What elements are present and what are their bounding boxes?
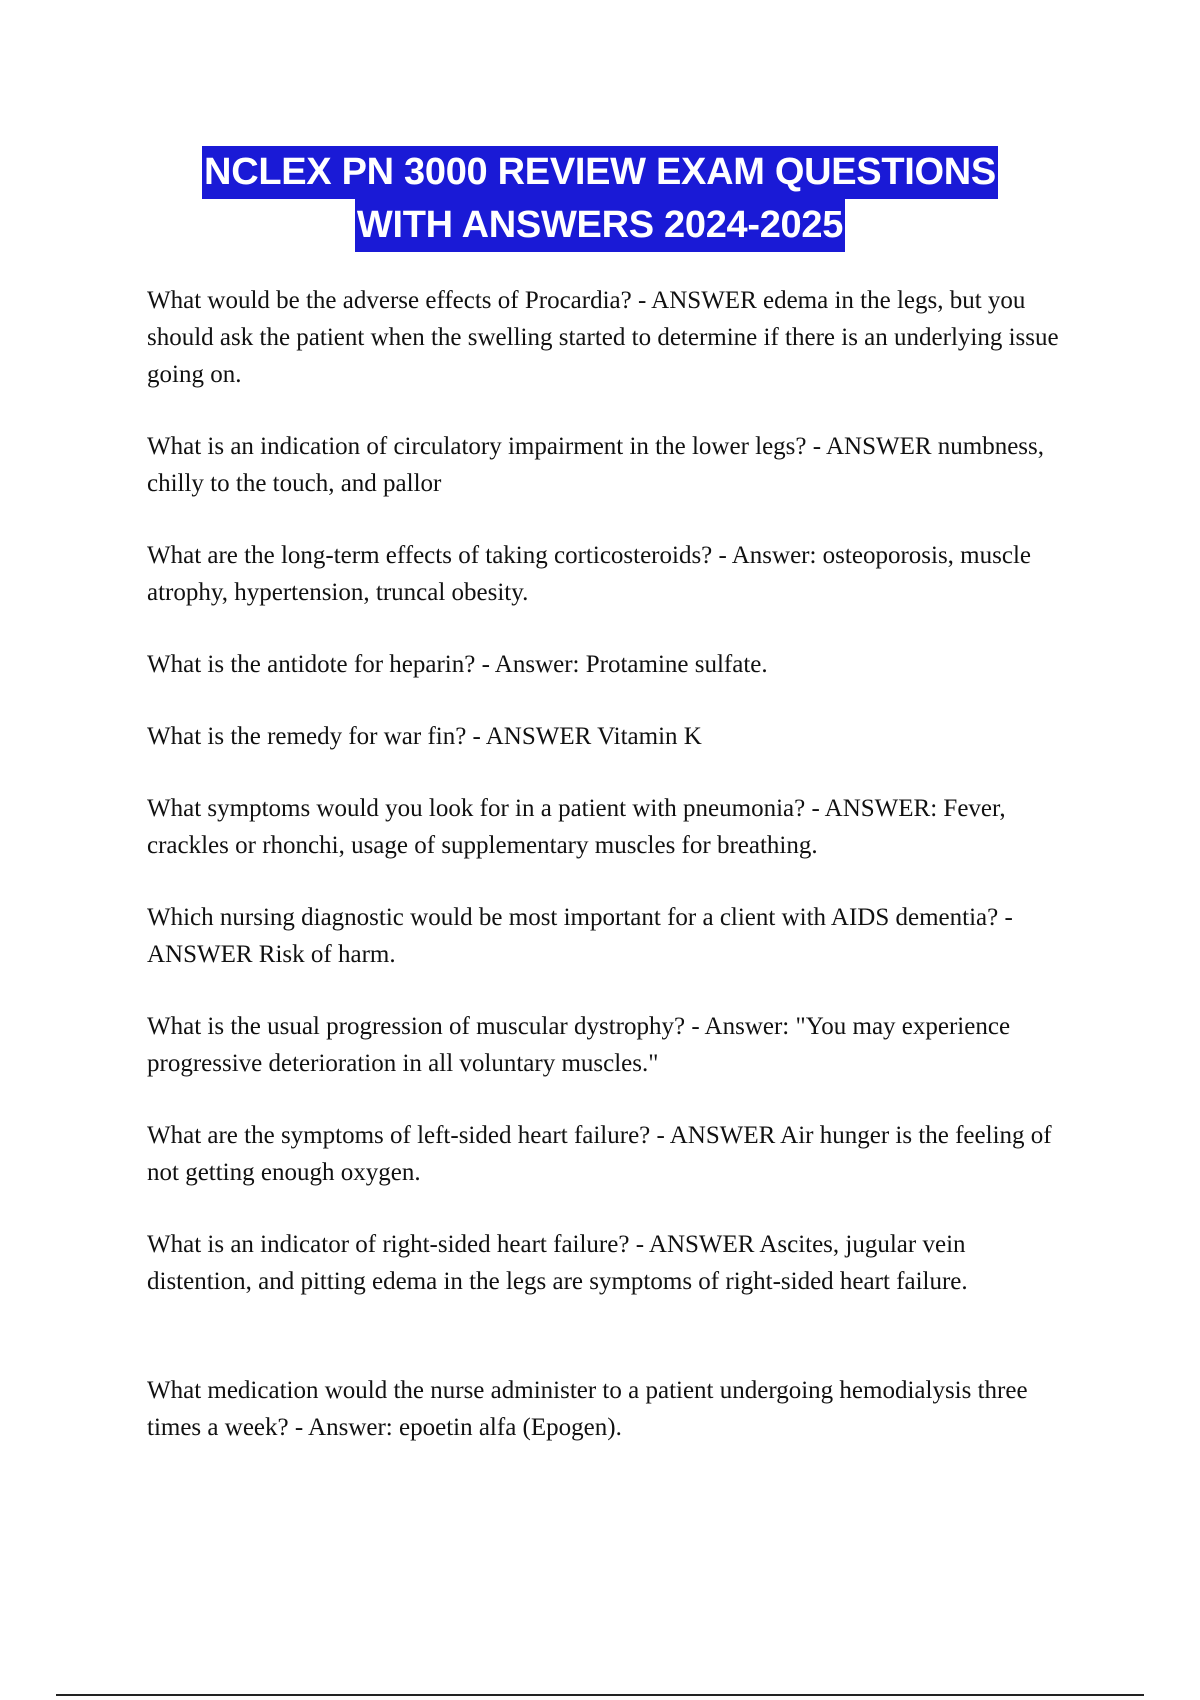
qa-item-hemodialysis: What medication would the nurse administer to a patient undergoing hemodialysis three times a week? - Answer: epoetin alfa (Epogen). bbox=[147, 1377, 1028, 1441]
document-title bbox=[0, 146, 1200, 252]
title-line-1: NCLEX PN 3000 REVIEW EXAM QUESTIONS bbox=[202, 146, 998, 199]
qa-item-warfarin-remedy: What is the remedy for war fin? - ANSWER Vitamin K bbox=[147, 723, 702, 750]
qa-item-right-heart-failure: What is an indicator of right-sided heart failure? - ANSWER Ascites, jugular vein distention, and pitting edema in the legs are symptoms of right-sided heart failure. bbox=[147, 1231, 968, 1295]
qa-item-corticosteroids: What are the long-term effects of taking corticosteroids? - Answer: osteoporosis, muscle atrophy, hypertension, truncal obesity. bbox=[147, 542, 1031, 606]
page-bottom-rule bbox=[56, 1694, 1144, 1696]
qa-list bbox=[147, 282, 1067, 1446]
qa-item-aids-dementia: Which nursing diagnostic would be most important for a client with AIDS dementia? - ANSWER Risk of harm. bbox=[147, 904, 1013, 968]
qa-item-muscular-dystrophy: What is the usual progression of muscular dystrophy? - Answer: "You may experience progressive deterioration in all voluntary muscles." bbox=[147, 1013, 1011, 1077]
qa-item-circulatory-impairment: What is an indication of circulatory impairment in the lower legs? - ANSWER numbness, chilly to the touch, and pallor bbox=[147, 433, 1045, 497]
qa-item-left-heart-failure: What are the symptoms of left-sided heart failure? - ANSWER Air hunger is the feeling of not getting enough oxygen. bbox=[147, 1122, 1052, 1186]
title-line-2: WITH ANSWERS 2024-2025 bbox=[355, 199, 845, 252]
qa-item-heparin-antidote: What is the antidote for heparin? - Answer: Protamine sulfate. bbox=[147, 651, 768, 678]
qa-item-pneumonia: What symptoms would you look for in a patient with pneumonia? - ANSWER: Fever, crackles or rhonchi, usage of supplementary muscles for breathing. bbox=[147, 795, 1006, 859]
qa-item-procardia: What would be the adverse effects of Procardia? - ANSWER edema in the legs, but you should ask the patient when the swelling started to determine if there is an underlying issue going on. bbox=[147, 287, 1059, 388]
